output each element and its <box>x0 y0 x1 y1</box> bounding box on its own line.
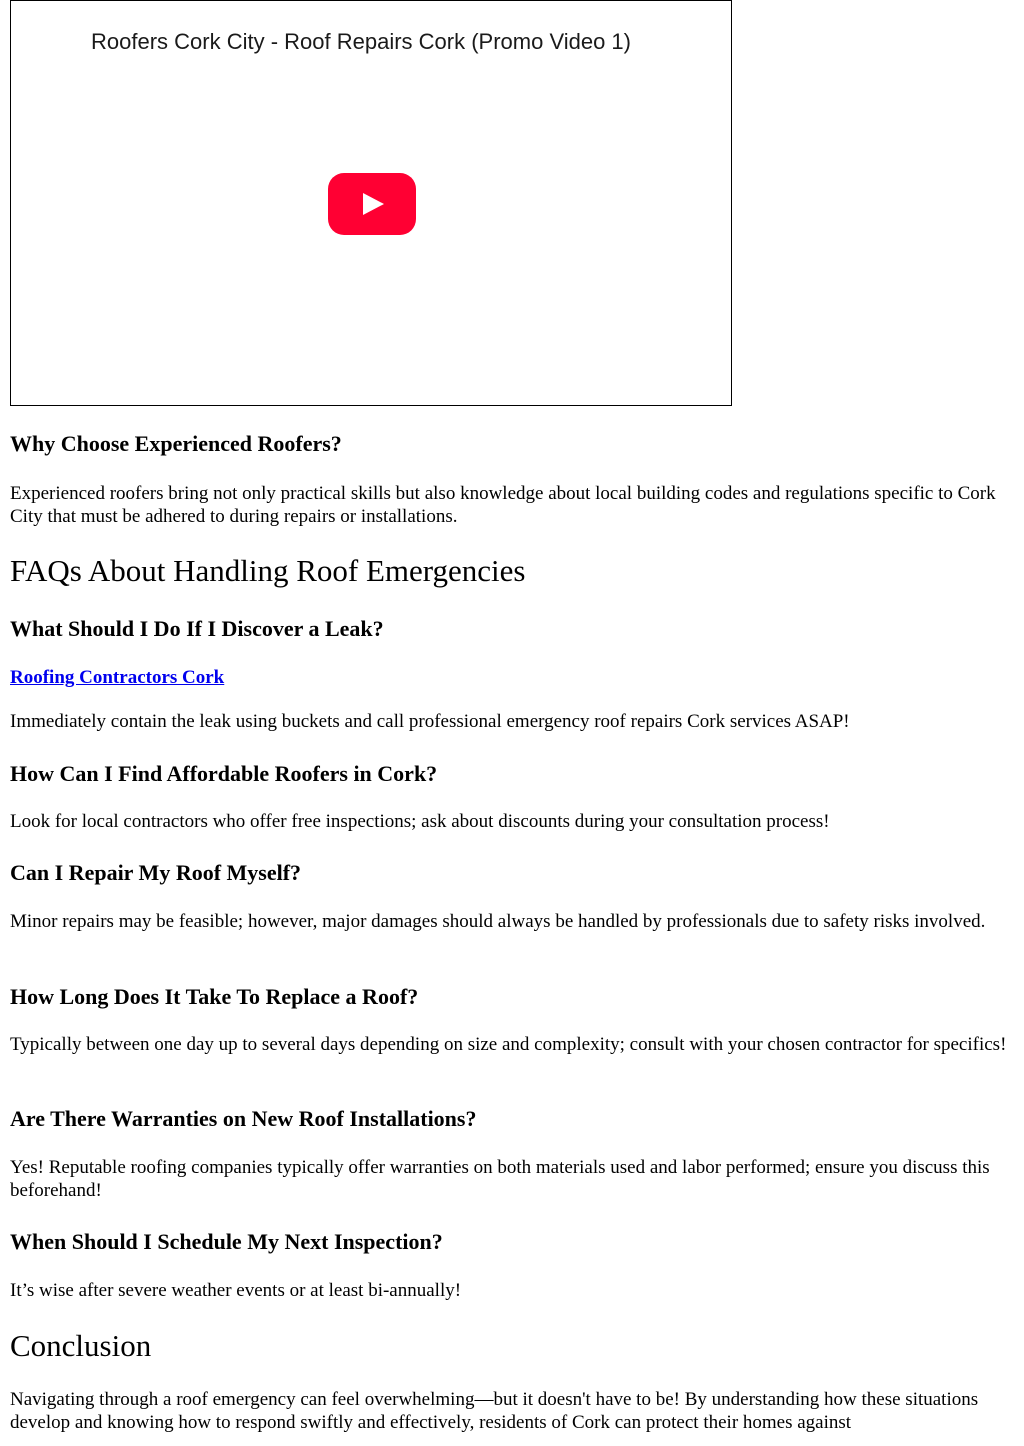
faq-time-answer: Typically between one day up to several days depending on size and complexity; consult with your chosen contractor for specifics! <box>10 1034 1007 1055</box>
faq-warranty-answer: Yes! Reputable roofing companies typically offer warranties on both materials used and labor performed; ensure you discuss this beforehand! <box>10 1157 990 1201</box>
faq-warranty-question: Are There Warranties on New Roof Installations? <box>10 1106 477 1131</box>
conclusion-text: Navigating through a roof emergency can feel overwhelming—but it doesn't have to be! By understanding how these situations develop and knowing how to respond swiftly and effectively, residents of Cork can protect their homes against <box>10 1389 979 1433</box>
conclusion-heading: Conclusion <box>10 1328 152 1363</box>
why-text: Experienced roofers bring not only practical skills but also knowledge about local building codes and regulations specific to Cork City that must be adhered to during repairs or installations. <box>10 483 996 527</box>
why-heading: Why Choose Experienced Roofers? <box>10 431 342 456</box>
faq-leak-question: What Should I Do If I Discover a Leak? <box>10 616 384 641</box>
faq-afford-answer: Look for local contractors who offer free inspections; ask about discounts during your consultation process! <box>10 811 830 832</box>
faq-time-question: How Long Does It Take To Replace a Roof? <box>10 984 419 1009</box>
faq-self-question: Can I Repair My Roof Myself? <box>10 860 302 885</box>
faq-afford-question: How Can I Find Affordable Roofers in Cork? <box>10 761 438 786</box>
faq-inspect-question: When Should I Schedule My Next Inspection? <box>10 1229 443 1254</box>
roofing-contractors-link[interactable]: Roofing Contractors Cork <box>10 667 225 688</box>
youtube-play-icon[interactable] <box>328 173 416 235</box>
video-embed[interactable] <box>10 0 732 406</box>
faq-self-answer: Minor repairs may be feasible; however, major damages should always be handled by professionals due to safety risks involved. <box>10 911 986 932</box>
faq-leak-answer: Immediately contain the leak using buckets and call professional emergency roof repairs Cork services ASAP! <box>10 711 850 732</box>
faq-inspect-answer: It’s wise after severe weather events or at least bi-annually! <box>10 1280 462 1301</box>
faq-heading: FAQs About Handling Roof Emergencies <box>10 553 526 588</box>
video-title[interactable]: Roofers Cork City - Roof Repairs Cork (Promo Video 1) <box>91 29 631 54</box>
